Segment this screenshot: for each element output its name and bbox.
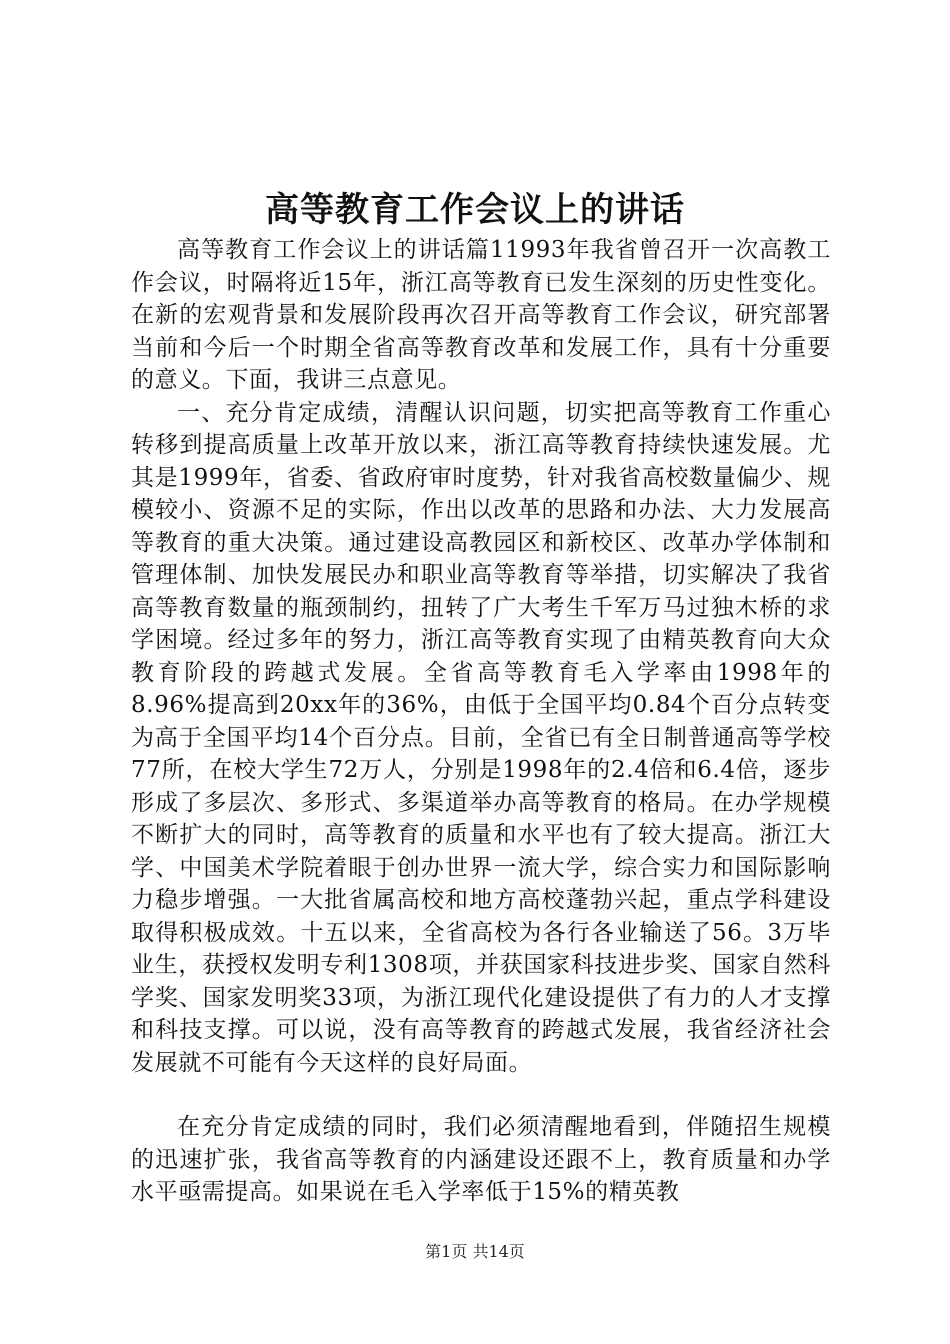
document-body — [131, 234, 831, 1209]
paragraph-intro: 高等教育工作会议上的讲话篇11993年我省曾召开一次高教工作会议，时隔将近15年，浙江高等教育已发生深刻的历史性变化。在新的宏观背景和发展阶段再次召开高等教育工作会议，研究部署当前和今后一个时期全省高等教育改革和发展工作，具有十分重要的意义。下面，我讲三点意见。 — [131, 237, 831, 393]
paragraph-achievements: 一、充分肯定成绩，清醒认识问题，切实把高等教育工作重心转移到提高质量上改革开放以来，浙江高等教育持续快速发展。尤其是1999年，省委、省政府审时度势，针对我省高校数量偏少、规模较小、资源不足的实际，作出以改革的思路和办法、大力发展高等教育的重大决策。通过建设高教园区和新校区、改革办学体制和管理体制、加快发展民办和职业高等教育等举措，切实解决了我省高等教育数量的瓶颈制约，扭转了广大考生千军万马过独木桥的求学困境。经过多年的努力，浙江高等教育实现了由精英教育向大众教育阶段的跨越式发展。全省高等教育毛入学率由1998年的8.96%提高到20xx年的36%，由低于全国平均0.84个百分点转变为高于全国平均14个百分点。目前，全省已有全日制普通高等学校77所，在校大学生72万人，分别是1998年的2.4倍和6.4倍，逐步形成了多层次、多形式、多渠道举办高等教育的格局。在办学规模不断扩大的同时，高等教育的质量和水平也有了较大提高。浙江大学、中国美术学院着眼于创办世界一流大学，综合实力和国际影响力稳步增强。一大批省属高校和地方高校蓬勃兴起，重点学科建设取得积极成效。十五以来，全省高校为各行各业输送了56。3万毕业生，获授权发明专利1308项，并获国家科技进步奖、国家自然科学奖、国家发明奖33项，为浙江现代化建设提供了有力的人才支撑和科技支撑。可以说，没有高等教育的跨越式发展，我省经济社会发展就不可能有今天这样的良好局面。 — [131, 399, 831, 1076]
page-footer: 第1页 共14页 — [425, 1242, 525, 1261]
document-title: 高等教育工作会议上的讲话 — [265, 190, 685, 230]
paragraph-problems: 在充分肯定成绩的同时，我们必须清醒地看到，伴随招生规模的迅速扩张，我省高等教育的内涵建设还跟不上，教育质量和办学水平亟需提高。如果说在毛入学率低于15%的精英教 — [131, 1114, 831, 1205]
